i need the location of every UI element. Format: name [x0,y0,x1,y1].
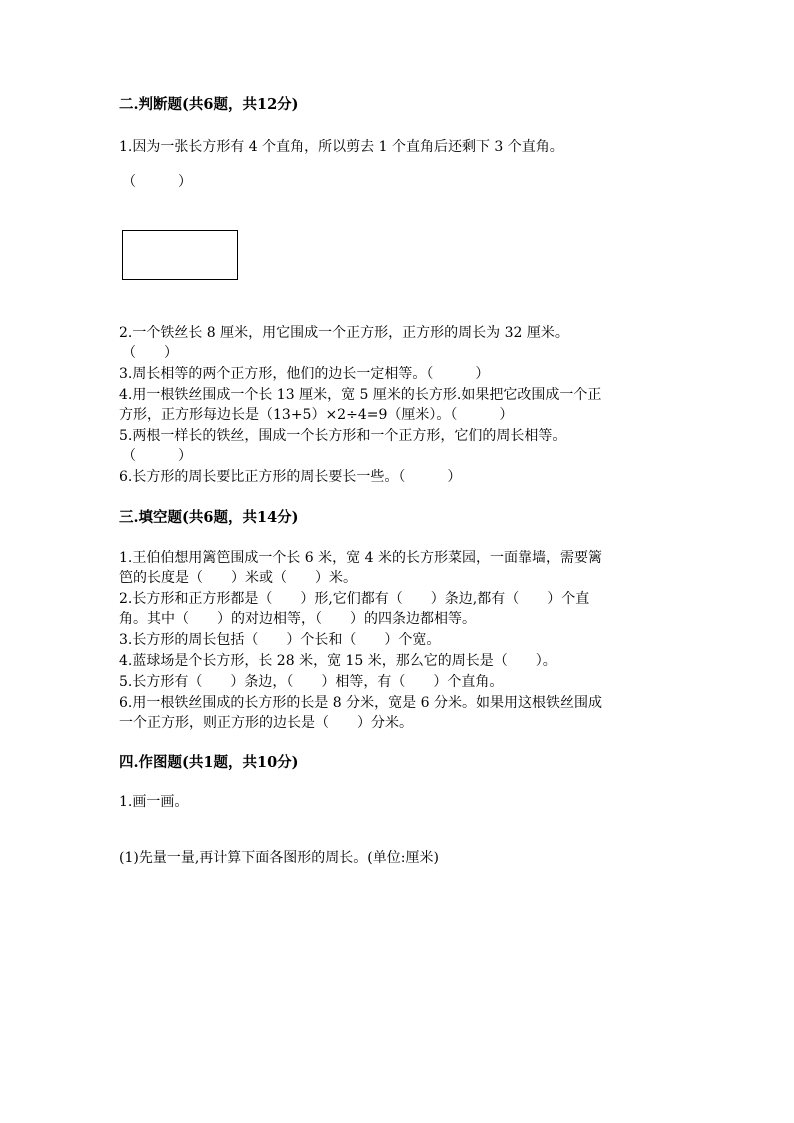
question-text: 5.长方形有（ ）条边，（ ）相等，有（ ）个直角。 [119,674,504,690]
question-text: 一个正方形，则正方形的边长是（ ）分米。 [119,715,413,731]
question-text: 方形，正方形每边长是（13+5）×2÷4=9（厘米）。（ ） [119,407,514,423]
section-heading-fill-in: 三.填空题(共6题，共14分) [119,509,299,526]
question-text: 角。其中（ ）的对边相等，（ ）的四条边都相等。 [119,611,476,627]
answer-blank: （ ） [122,174,192,190]
question-text: 笆的长度是（ ）米或（ ）米。 [119,570,357,586]
question-text: 6.用一根铁丝围成的长方形的长是 8 分米，宽是 6 分米。如果用这根铁丝围成 [119,695,602,711]
question-text: 1.王伯伯想用篱笆围成一个长 6 米，宽 4 米的长方形菜园，一面靠墙，需要篱 [119,550,602,566]
question-text: 2.长方形和正方形都是（ ）形,它们都有（ ）条边,都有（ ）个直 [119,591,590,607]
answer-blank: （ ） [122,345,178,361]
question-text: 3.周长相等的两个正方形，他们的边长一定相等。（ ） [119,366,490,382]
question-text: (1)先量一量,再计算下面各图形的周长。(单位:厘米) [119,850,439,866]
question-text: 4.用一根铁丝围成一个长 13 厘米，宽 5 厘米的长方形.如果把它改围成一个正 [119,387,602,403]
section-heading-judgment: 二.判断题(共6题，共12分) [119,96,299,113]
question-text: 4.蓝球场是个长方形，长 28 米，宽 15 米，那么它的周长是（ ）。 [119,653,557,669]
question-text: 1.因为一张长方形有 4 个直角，所以剪去 1 个直角后还剩下 3 个直角。 [119,139,564,155]
answer-blank: （ ） [122,448,192,464]
rectangle-figure [122,230,238,280]
question-text: 1.画一画。 [119,794,189,810]
section-heading-drawing: 四.作图题(共1题，共10分) [119,754,299,771]
question-text: 3.长方形的周长包括（ ）个长和（ ）个宽。 [119,632,441,648]
question-text: 2.一个铁丝长 8 厘米，用它围成一个正方形，正方形的周长为 32 厘米。 [119,325,569,341]
question-text: 5.两根一样长的铁丝，围成一个长方形和一个正方形，它们的周长相等。 [119,428,567,444]
question-text: 6.长方形的周长要比正方形的周长要长一些。（ ） [119,469,462,485]
